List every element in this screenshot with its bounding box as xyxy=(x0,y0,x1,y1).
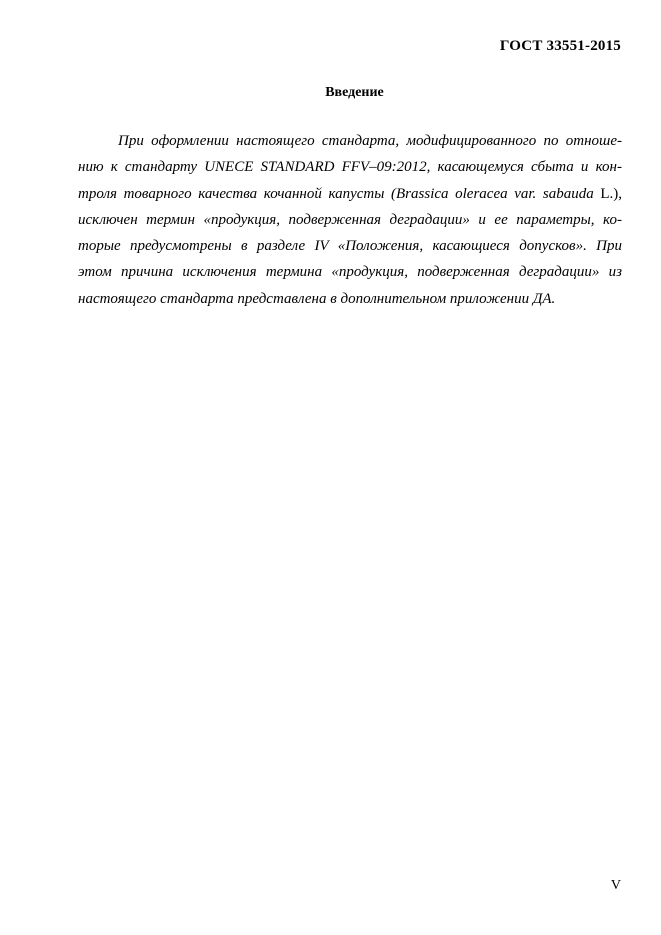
line-text: исключен термин «продукция, подверженная деградации» и ее параметры, ко- xyxy=(78,211,622,228)
line-text: При оформлении настоящего стандарта, модифицированного по отноше- xyxy=(118,133,622,149)
page-number: V xyxy=(610,878,621,893)
line-text: нию к стандарту UNECE STANDARD FFV–09:2012, касающемуся сбыта и кон- xyxy=(78,159,622,176)
introduction-paragraph xyxy=(78,128,622,312)
document-designation: ГОСТ 33551-2015 xyxy=(499,38,621,54)
paragraph-line xyxy=(78,181,622,207)
paragraph-line xyxy=(78,286,622,312)
line-text: настоящего стандарта представлена в дополнительном приложении ДА. xyxy=(78,290,556,307)
line-text-upright: L.), xyxy=(600,185,623,202)
paragraph-line xyxy=(78,233,622,259)
paragraph-line xyxy=(78,128,622,154)
line-text: этом причина исключения термина «продукция, подверженная деградации» из xyxy=(78,264,622,281)
paragraph-line xyxy=(78,154,622,180)
section-title: Введение xyxy=(325,85,384,100)
line-text: троля товарного качества кочанной капусты (Brassica oleracea var. sabauda xyxy=(78,185,594,202)
paragraph-line xyxy=(78,259,622,285)
paragraph-line xyxy=(78,207,622,233)
line-text: торые предусмотрены в разделе IV «Положения, касающиеся допусков». При xyxy=(78,238,622,255)
